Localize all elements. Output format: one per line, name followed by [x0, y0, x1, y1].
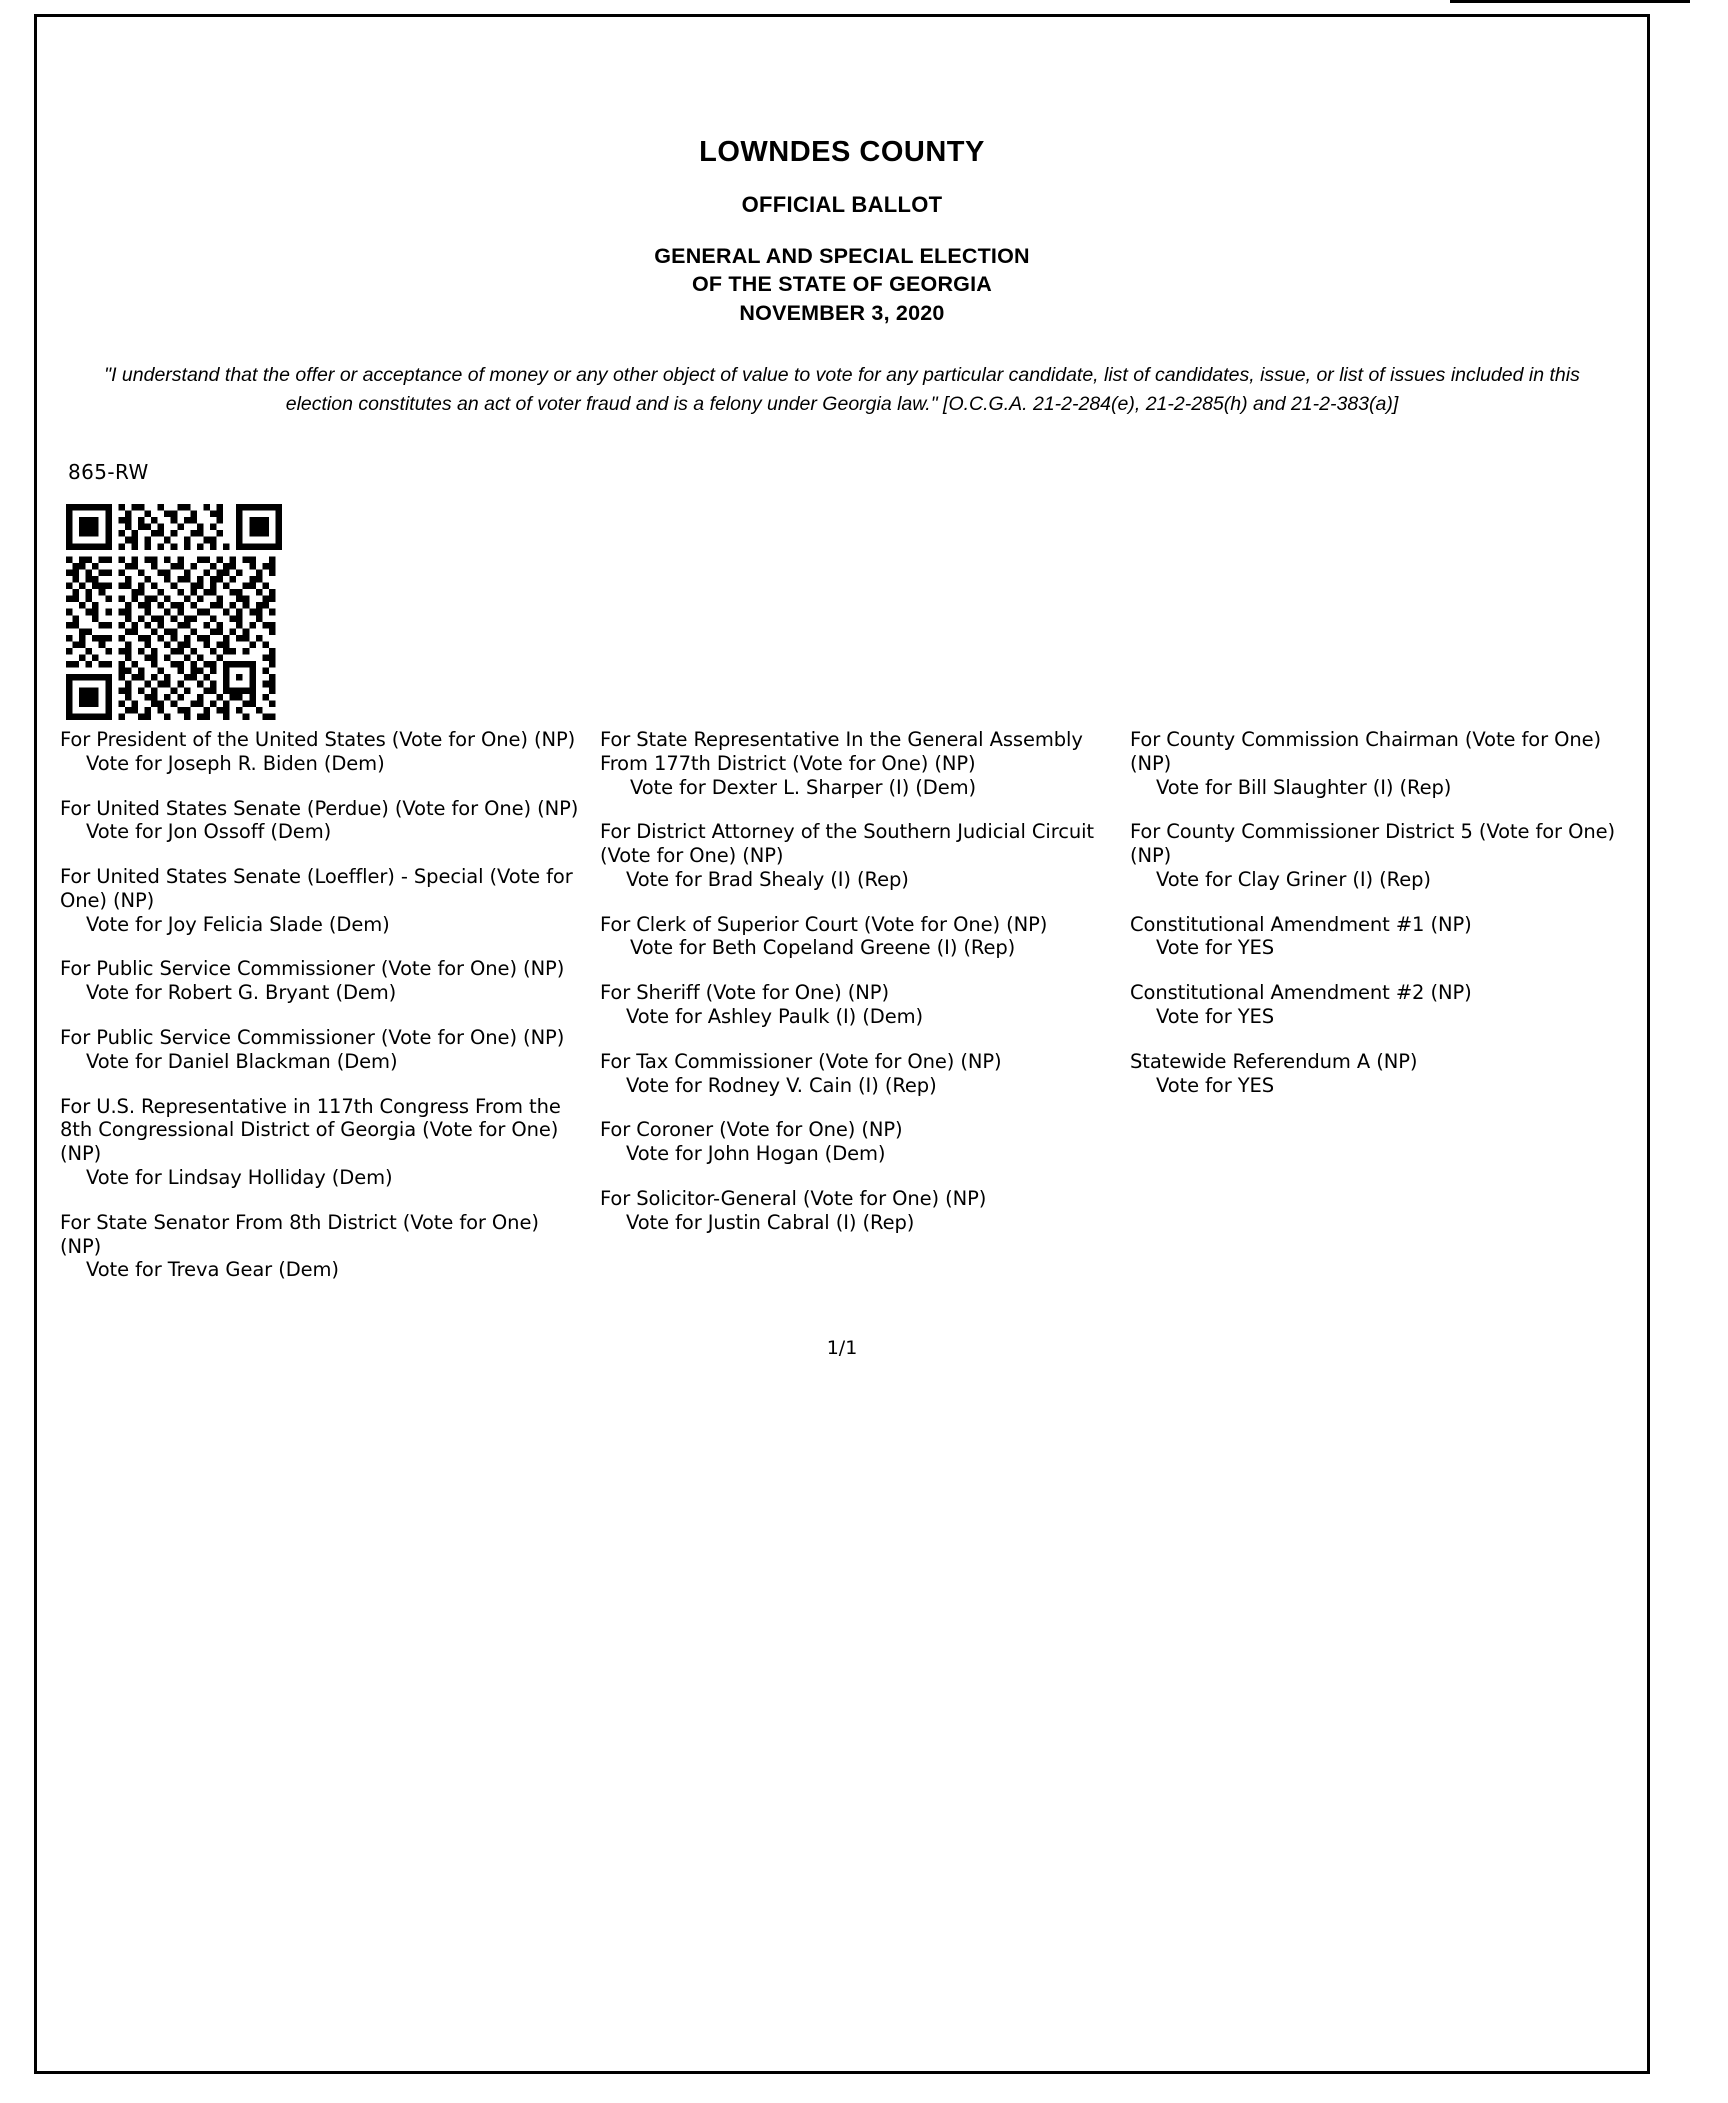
contest-choice: Vote for YES	[1156, 1073, 1275, 1097]
contest-choice: Vote for Robert G. Bryant (Dem)	[86, 981, 397, 1005]
contest-office: For Clerk of Superior Court (Vote for One) (NP)	[600, 912, 1048, 936]
contest-choice: Vote for Bill Slaughter (I) (Rep)	[1156, 775, 1452, 799]
contest-office: For Solicitor-General (Vote for One) (NP)	[600, 1186, 987, 1210]
contest-choice: Vote for Lindsay Holliday (Dem)	[86, 1165, 393, 1189]
contest-constitutional-amendment-1	[1130, 913, 1630, 961]
contest-constitutional-amendment-2	[1130, 981, 1630, 1029]
contest-office: For President of the United States (Vote for One) (NP)	[60, 728, 576, 751]
contest-county-commissioner-district-5	[1130, 820, 1630, 891]
election-heading-line-1: GENERAL AND SPECIAL ELECTION	[654, 244, 1030, 268]
contest-choice: Vote for Jon Ossoff (Dem)	[86, 820, 332, 844]
contest-state-senator-8th	[60, 1211, 586, 1282]
contest-office: For State Representative In the General Assembly From 177th District (Vote for One) (NP)	[600, 728, 1083, 775]
contest-office: Constitutional Amendment #1 (NP)	[1130, 912, 1472, 936]
contest-us-senate-perdue	[60, 797, 586, 845]
contest-choice: Vote for Treva Gear (Dem)	[86, 1258, 339, 1282]
contest-choice: Vote for Joseph R. Biden (Dem)	[86, 751, 385, 775]
contest-column-3	[1130, 728, 1630, 1303]
contest-office: For Tax Commissioner (Vote for One) (NP)	[600, 1049, 1002, 1073]
election-heading	[34, 242, 1650, 327]
contest-office: For State Senator From 8th District (Vote for One) (NP)	[60, 1210, 539, 1258]
contest-office: For County Commissioner District 5 (Vote for One) (NP)	[1130, 820, 1615, 868]
ballot-style-id: 865-RW	[68, 459, 149, 484]
page-number: 1/1	[826, 1337, 858, 1359]
contest-office: For U.S. Representative in 117th Congress From the 8th Congressional District of Georgia (Vote for One) (NP)	[60, 1094, 561, 1166]
contest-choice: Vote for YES	[1156, 1005, 1275, 1029]
contest-office: For Sheriff (Vote for One) (NP)	[600, 981, 889, 1005]
contest-choice: Vote for Beth Copeland Greene (I) (Rep)	[630, 936, 1016, 960]
contest-office: For Public Service Commissioner (Vote for One) (NP)	[60, 1026, 565, 1050]
contest-county-commission-chairman	[1130, 728, 1630, 799]
contest-column-1	[60, 728, 600, 1303]
election-heading-line-2: OF THE STATE OF GEORGIA	[691, 272, 993, 297]
contest-office: For Public Service Commissioner (Vote for One) (NP)	[60, 957, 565, 981]
qr-code	[66, 504, 282, 720]
contest-choice: Vote for Brad Shealy (I) (Rep)	[626, 867, 909, 891]
contest-public-service-commissioner-2	[60, 1026, 586, 1074]
contest-choice: Vote for John Hogan (Dem)	[626, 1142, 886, 1166]
contest-office: For Coroner (Vote for One) (NP)	[600, 1118, 903, 1142]
contest-public-service-commissioner-1	[60, 957, 586, 1005]
official-ballot-subtitle: OFFICIAL BALLOT	[741, 192, 943, 217]
contest-columns	[60, 728, 1630, 1303]
contest-choice: Vote for Justin Cabral (I) (Rep)	[626, 1210, 915, 1234]
contest-choice: Vote for Joy Felicia Slade (Dem)	[86, 912, 390, 936]
contest-state-representative-177th	[600, 728, 1116, 799]
top-edge-rule	[1450, 0, 1690, 3]
contest-tax-commissioner	[600, 1050, 1116, 1098]
ballot-sheet	[34, 14, 1650, 2074]
contest-office: For United States Senate (Perdue) (Vote for One) (NP)	[60, 796, 579, 820]
contest-district-attorney	[600, 820, 1116, 891]
contest-choice: Vote for YES	[1156, 936, 1275, 960]
contest-president	[60, 728, 586, 776]
contest-solicitor-general	[600, 1187, 1116, 1235]
contest-clerk-superior-court	[600, 913, 1116, 961]
contest-column-2	[600, 728, 1130, 1303]
contest-choice: Vote for Clay Griner (I) (Rep)	[1156, 867, 1431, 891]
contest-coroner	[600, 1118, 1116, 1166]
election-date: NOVEMBER 3, 2020	[739, 300, 945, 325]
page-title: LOWNDES COUNTY	[699, 136, 985, 168]
contest-choice: Vote for Dexter L. Sharper (I) (Dem)	[630, 775, 977, 799]
contest-office: For District Attorney of the Southern Judicial Circuit (Vote for One) (NP)	[600, 820, 1094, 868]
contest-sheriff	[600, 981, 1116, 1029]
contest-office: For County Commission Chairman (Vote for One) (NP)	[1130, 728, 1602, 775]
contest-us-representative-117th	[60, 1095, 586, 1190]
contest-office: Statewide Referendum A (NP)	[1130, 1049, 1418, 1073]
voter-fraud-oath-text: "I understand that the offer or acceptance of money or any other object of value to vote for any particular candidate, list of candidates, issue, or list of issues included in this election constitutes an act of voter fraud and is a felony under Georgia law." [O.C.G.A. 21-2-284(e), 21-2-285(h) and 21-2-383(a)]	[104, 364, 1580, 415]
contest-office: For United States Senate (Loeffler) - Special (Vote for One) (NP)	[60, 865, 573, 912]
contest-choice: Vote for Ashley Paulk (I) (Dem)	[626, 1005, 924, 1029]
contest-statewide-referendum-a	[1130, 1050, 1630, 1098]
contest-choice: Vote for Daniel Blackman (Dem)	[86, 1049, 398, 1073]
contest-choice: Vote for Rodney V. Cain (I) (Rep)	[626, 1073, 937, 1097]
contest-office: Constitutional Amendment #2 (NP)	[1130, 981, 1472, 1005]
contest-us-senate-loeffler-special	[60, 865, 586, 936]
